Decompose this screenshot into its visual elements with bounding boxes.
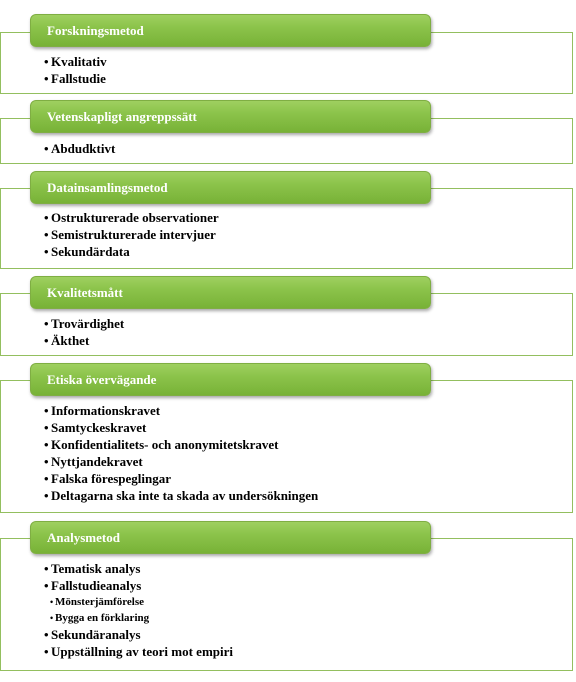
section-item-list [44,209,219,260]
list-item-text: Fallstudieanalys [51,578,142,593]
list-item-text: Semistrukturerade intervjuer [51,227,216,242]
list-item [44,70,107,87]
list-item [44,487,318,504]
section-item-list [44,315,124,349]
section-item-list [44,53,107,87]
list-subitem [44,594,233,610]
list-item [44,402,318,419]
list-item [44,626,233,643]
bullet-icon: • [44,644,49,659]
bullet-icon: • [44,471,49,486]
list-item-text: Samtyckeskravet [51,420,147,435]
bullet-icon: • [44,227,49,242]
bullet-icon: • [50,597,54,607]
list-item-text: Kvalitativ [51,54,107,69]
section-header: Analysmetod [30,521,431,554]
bullet-icon: • [44,561,49,576]
list-subitem [44,610,233,626]
list-item-text: Trovärdighet [51,316,125,331]
list-item-text: Äkthet [51,333,90,348]
list-item [44,453,318,470]
list-item [44,243,219,260]
list-item [44,226,219,243]
list-item-text: Uppställning av teori mot empiri [51,644,233,659]
list-item [44,643,233,660]
bullet-icon: • [44,141,49,156]
list-item [44,53,107,70]
section-item-list [44,560,233,660]
list-item [44,577,233,594]
bullet-icon: • [44,454,49,469]
section-header: Etiska övervägande [30,363,431,396]
list-item [44,419,318,436]
list-item-text: Fallstudie [51,71,106,86]
section-header: Datainsamlingsmetod [30,171,431,204]
section-header: Kvalitetsmått [30,276,431,309]
section-header: Forskningsmetod [30,14,431,47]
bullet-icon: • [44,437,49,452]
list-item [44,560,233,577]
bullet-icon: • [44,316,49,331]
list-item [44,332,124,349]
list-item [44,436,318,453]
list-item-text: Tematisk analys [51,561,141,576]
list-item-text: Mönsterjämförelse [55,596,144,608]
list-item-text: Informationskravet [51,403,161,418]
list-item [44,315,124,332]
list-item-text: Deltagarna ska inte ta skada av undersökningen [51,488,319,503]
bullet-icon: • [44,420,49,435]
bullet-icon: • [44,210,49,225]
list-item-text: Bygga en förklaring [55,612,150,624]
section-header: Vetenskapligt angreppssätt [30,100,431,133]
list-item [44,470,318,487]
list-item-text: Sekundärdata [51,244,130,259]
list-item [44,209,219,226]
list-item [44,140,115,157]
list-item-text: Sekundäranalys [51,627,141,642]
bullet-icon: • [44,54,49,69]
list-item-text: Konfidentialitets- och anonymitetskravet [51,437,279,452]
bullet-icon: • [44,333,49,348]
bullet-icon: • [44,403,49,418]
section-item-list [44,140,115,157]
bullet-icon: • [50,613,54,623]
section-item-list [44,402,318,504]
bullet-icon: • [44,578,49,593]
bullet-icon: • [44,244,49,259]
bullet-icon: • [44,71,49,86]
bullet-icon: • [44,488,49,503]
list-item-text: Nyttjandekravet [51,454,143,469]
list-item-text: Ostrukturerade observationer [51,210,219,225]
bullet-icon: • [44,627,49,642]
list-item-text: Falska förespeglingar [51,471,172,486]
list-item-text: Abdudktivt [51,141,116,156]
